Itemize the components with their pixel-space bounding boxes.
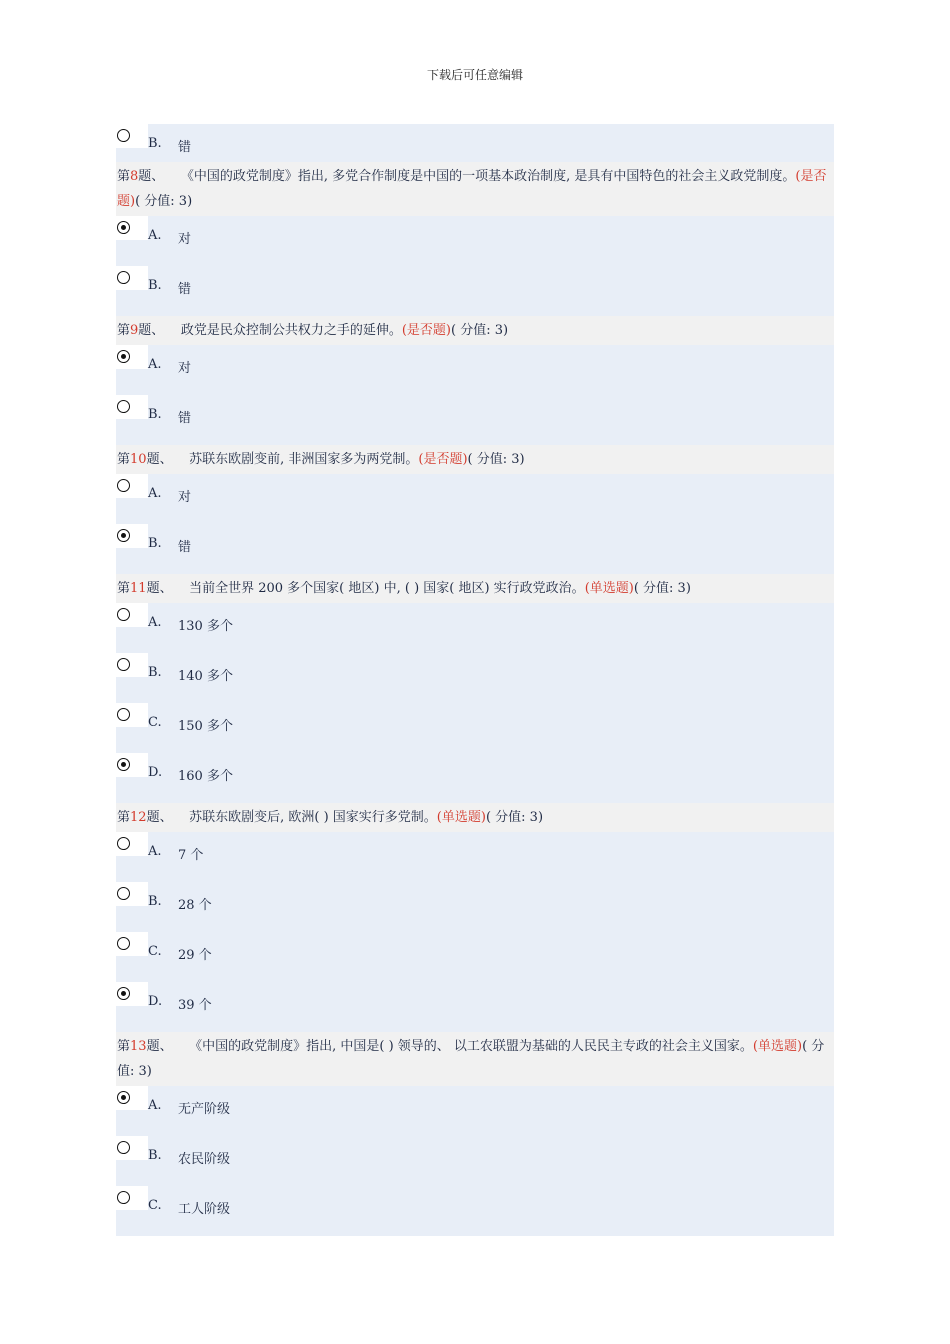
- answer-option[interactable]: [116, 1086, 834, 1136]
- radio-button[interactable]: [117, 129, 130, 142]
- answer-option[interactable]: [116, 882, 834, 932]
- answer-option[interactable]: [116, 603, 834, 653]
- option-text: 对: [178, 232, 192, 247]
- option-letter: D.: [148, 994, 163, 1009]
- option-text: 工人阶级: [178, 1202, 231, 1217]
- radio-button[interactable]: [117, 1191, 130, 1204]
- radio-button[interactable]: [117, 221, 130, 234]
- question-prefix: 第: [117, 323, 131, 338]
- question-score: ( 分值: 3): [117, 1039, 825, 1079]
- option-letter: A.: [148, 615, 162, 630]
- option-letter: A.: [148, 844, 162, 859]
- radio-button[interactable]: [117, 1091, 130, 1104]
- question-prefix: 第: [117, 169, 131, 184]
- radio-button[interactable]: [117, 479, 130, 492]
- answer-option[interactable]: [116, 1136, 834, 1186]
- question-type: (单选题): [436, 810, 486, 825]
- option-text: 39 个: [178, 998, 212, 1013]
- option-letter: B.: [148, 665, 162, 680]
- page-header: 下载后可任意编辑: [426, 68, 523, 82]
- option-text: 160 多个: [178, 769, 233, 784]
- radio-button[interactable]: [117, 350, 130, 363]
- option-letter: B.: [148, 407, 162, 422]
- question-suffix: 题、: [138, 169, 165, 184]
- question-prefix: 第: [117, 1039, 131, 1054]
- question-score: ( 分值: 3): [485, 810, 544, 825]
- question-type: (单选题): [584, 581, 634, 596]
- option-text: 错: [178, 282, 192, 297]
- answer-option[interactable]: [116, 395, 834, 445]
- option-text: 130 多个: [178, 619, 233, 634]
- question-type: (是否题): [418, 452, 468, 467]
- question-type: (是否题): [117, 169, 827, 209]
- option-letter: B.: [148, 894, 162, 909]
- question-suffix: 题、: [146, 452, 173, 467]
- radio-button[interactable]: [117, 400, 130, 413]
- answer-option[interactable]: [116, 216, 834, 266]
- radio-button[interactable]: [117, 708, 130, 721]
- answer-option[interactable]: [116, 474, 834, 524]
- answer-option[interactable]: [116, 753, 834, 803]
- radio-button[interactable]: [117, 987, 130, 1000]
- quiz-list: [116, 124, 834, 1236]
- question-stem: 政党是民众控制公共权力之手的延伸。: [180, 323, 402, 338]
- answer-option[interactable]: [116, 982, 834, 1032]
- option-text: 农民阶级: [178, 1152, 231, 1167]
- option-text: 28 个: [178, 898, 212, 913]
- option-text: 无产阶级: [178, 1102, 231, 1117]
- answer-option[interactable]: [116, 524, 834, 574]
- radio-button[interactable]: [117, 271, 130, 284]
- question-title: [116, 445, 834, 474]
- option-text: 29 个: [178, 948, 212, 963]
- option-letter: A.: [148, 486, 162, 501]
- question-number: 13: [130, 1039, 147, 1054]
- answer-option[interactable]: [116, 345, 834, 395]
- radio-button[interactable]: [117, 658, 130, 671]
- question-prefix: 第: [117, 810, 131, 825]
- question-stem: 苏联东欧剧变后, 欧洲( ) 国家实行多党制。: [189, 810, 437, 825]
- question-title: [116, 803, 834, 832]
- radio-button[interactable]: [117, 887, 130, 900]
- option-letter: C.: [148, 715, 162, 730]
- radio-button[interactable]: [117, 608, 130, 621]
- question-type: (是否题): [401, 323, 452, 338]
- answer-option[interactable]: [116, 1186, 834, 1236]
- answer-option[interactable]: [116, 703, 834, 753]
- leading-option[interactable]: [116, 124, 834, 162]
- question-score: ( 分值: 3): [633, 581, 691, 596]
- question-suffix: 题、: [138, 323, 165, 338]
- question-stem: 当前全世界 200 多个国家( 地区) 中, ( ) 国家( 地区) 实行政党政治。: [189, 581, 585, 596]
- option-text: 错: [178, 140, 192, 155]
- question-stem: 苏联东欧剧变前, 非洲国家多为两党制。: [189, 452, 419, 467]
- question-score: ( 分值: 3): [451, 323, 509, 338]
- option-text: 150 多个: [178, 719, 233, 734]
- question-stem: 《中国的政党制度》指出, 多党合作制度是中国的一项基本政治制度, 是具有中国特色的社会主义政党制度。: [180, 169, 796, 184]
- answer-option[interactable]: [116, 266, 834, 316]
- radio-button[interactable]: [117, 937, 130, 950]
- option-text: 对: [178, 490, 192, 505]
- question-type: (单选题): [752, 1039, 803, 1054]
- question-score: ( 分值: 3): [135, 194, 193, 209]
- option-letter: B.: [148, 136, 162, 151]
- option-text: 对: [178, 361, 192, 376]
- radio-button[interactable]: [117, 758, 130, 771]
- option-letter: A.: [148, 228, 162, 243]
- option-letter: B.: [148, 1148, 162, 1163]
- option-text: 140 多个: [178, 669, 233, 684]
- question-number: 9: [130, 323, 139, 338]
- question-title: [116, 316, 834, 345]
- question-number: 11: [130, 581, 147, 596]
- question-suffix: 题、: [146, 581, 173, 596]
- option-letter: C.: [148, 1198, 162, 1213]
- question-score: ( 分值: 3): [467, 452, 525, 467]
- question-title: [116, 1032, 834, 1086]
- option-text: 7 个: [178, 848, 204, 863]
- radio-button[interactable]: [117, 1141, 130, 1154]
- answer-option[interactable]: [116, 832, 834, 882]
- question-title: [116, 574, 834, 603]
- option-letter: B.: [148, 278, 162, 293]
- question-stem: 《中国的政党制度》指出, 中国是( ) 领导的、 以工农联盟为基础的人民民主专政的社会主义国家。: [189, 1039, 753, 1054]
- option-text: 错: [178, 411, 192, 426]
- question-number: 8: [130, 169, 139, 184]
- option-letter: B.: [148, 536, 162, 551]
- question-prefix: 第: [117, 581, 131, 596]
- option-letter: A.: [148, 357, 162, 372]
- option-text: 错: [178, 540, 192, 555]
- answer-option[interactable]: [116, 653, 834, 703]
- question-number: 10: [130, 452, 147, 467]
- radio-button[interactable]: [117, 529, 130, 542]
- question-suffix: 题、: [146, 1039, 173, 1054]
- question-prefix: 第: [117, 452, 131, 467]
- radio-button[interactable]: [117, 837, 130, 850]
- option-letter: C.: [148, 944, 162, 959]
- question-title: [116, 162, 834, 216]
- question-suffix: 题、: [146, 810, 173, 825]
- option-letter: D.: [148, 765, 163, 780]
- answer-option[interactable]: [116, 932, 834, 982]
- option-letter: A.: [148, 1098, 162, 1113]
- question-number: 12: [130, 810, 147, 825]
